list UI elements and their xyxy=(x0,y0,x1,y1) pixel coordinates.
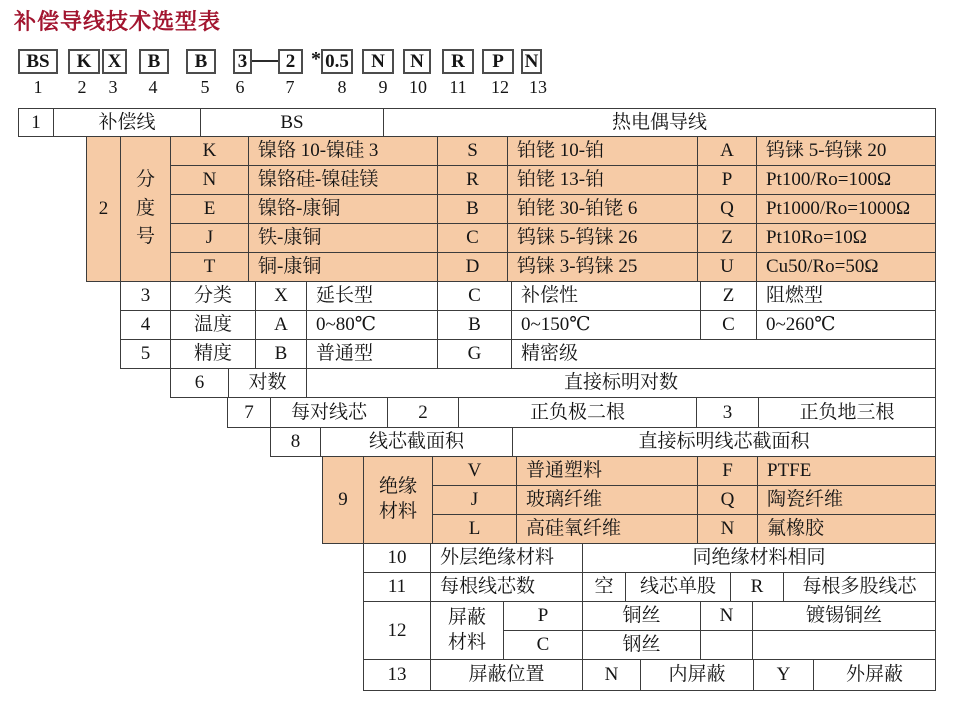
category-label-cell: 外层绝缘材料 xyxy=(431,544,583,573)
description-cell: 高硅氧纤维 xyxy=(517,515,698,544)
description-cell: 0~150℃ xyxy=(512,311,701,340)
description-cell: 钢丝 xyxy=(583,631,701,660)
row-number-cell: 4 xyxy=(121,311,171,340)
code-letter-cell: V xyxy=(433,457,517,486)
row-number-cell: 9 xyxy=(323,457,364,544)
code-letter-cell: C xyxy=(438,224,508,253)
row-number-cell: 10 xyxy=(364,544,431,573)
code-letter-cell: B xyxy=(438,195,508,224)
code-box-label: B xyxy=(147,50,161,72)
description-cell: 直接标明线芯截面积 xyxy=(513,428,936,457)
description-cell: Pt100/Ro=100Ω xyxy=(757,166,936,195)
description-cell: 同绝缘材料相同 xyxy=(583,544,936,573)
description-cell: 0~260℃ xyxy=(757,311,936,340)
description-cell: 热电偶导线 xyxy=(384,109,936,137)
table-row xyxy=(171,166,936,195)
code-box-label: N xyxy=(410,50,424,72)
page-title: 补偿导线技术选型表 xyxy=(14,9,222,34)
code-dash xyxy=(252,60,278,62)
code-box-10 xyxy=(403,49,431,74)
description-cell: PTFE xyxy=(758,457,936,486)
code-box-label: BS xyxy=(26,50,50,72)
code-letter-cell: P xyxy=(504,602,583,631)
code-box-label: 3 xyxy=(237,50,248,72)
code-box-3 xyxy=(102,49,127,74)
code-letter-cell: Z xyxy=(701,282,757,311)
description-cell: 每根多股线芯 xyxy=(784,573,936,602)
description-cell: 外屏蔽 xyxy=(814,660,936,691)
row-number-cell: 2 xyxy=(87,137,121,282)
code-letter-cell: 空 xyxy=(583,573,626,602)
description-cell: 普通型 xyxy=(307,340,438,369)
position-number: 12 xyxy=(491,77,509,97)
table-band-2 xyxy=(86,137,936,282)
code-letter-cell: C xyxy=(438,282,512,311)
description-cell: 正负极二根 xyxy=(459,398,697,428)
code-box-label: 2 xyxy=(285,50,296,72)
row-number-cell: 12 xyxy=(364,602,431,660)
table-row xyxy=(121,282,936,311)
description-cell: 铂铑 13-铂 xyxy=(508,166,698,195)
description-cell: 阻燃型 xyxy=(757,282,936,311)
description-cell: 铜丝 xyxy=(583,602,701,631)
code-letter-cell: P xyxy=(698,166,757,195)
table-row xyxy=(504,602,936,631)
code-box-label: N xyxy=(371,50,385,72)
category-label-cell: 线芯截面积 xyxy=(321,428,513,457)
code-letter-cell: 2 xyxy=(388,398,459,428)
table-row xyxy=(121,340,936,369)
code-letter-cell: Q xyxy=(698,195,757,224)
position-number: 2 xyxy=(77,77,87,97)
description-cell: 镍铬-康铜 xyxy=(249,195,438,224)
table-band-8-row10 xyxy=(363,544,936,573)
position-number: 1 xyxy=(33,77,43,97)
description-cell: 补偿性 xyxy=(512,282,701,311)
description-cell: 陶瓷纤维 xyxy=(758,486,936,515)
table-band-8-row13 xyxy=(363,660,936,691)
description-cell: 正负地三根 xyxy=(759,398,936,428)
category-label-cell xyxy=(121,137,171,282)
table-band-1 xyxy=(18,108,936,137)
code-box-13 xyxy=(521,49,542,74)
category-label-cell: 精度 xyxy=(171,340,256,369)
category-label-cell xyxy=(364,457,433,544)
description-cell: 铂铑 10-铂 xyxy=(508,137,698,166)
table-row xyxy=(171,137,936,166)
description-cell: 普通塑料 xyxy=(517,457,698,486)
vertical-label: 分度号 xyxy=(135,169,155,248)
description-cell: 0~80℃ xyxy=(307,311,438,340)
position-number: 5 xyxy=(200,77,210,97)
code-star: * xyxy=(311,48,321,70)
code-box-9 xyxy=(362,49,394,74)
description-cell: 镍铬 10-镍硅 3 xyxy=(249,137,438,166)
category-label-cell: 补偿线 xyxy=(54,109,201,137)
code-box-label: N xyxy=(524,50,539,72)
two-line-label: 绝缘材料 xyxy=(378,476,417,522)
category-label-cell: 对数 xyxy=(229,369,307,398)
description-cell: 镍铬硅-镍硅镁 xyxy=(249,166,438,195)
code-box-8 xyxy=(321,49,353,74)
code-letter-cell: N xyxy=(583,660,641,691)
row-number-cell: 5 xyxy=(121,340,171,369)
code-letter-cell: N xyxy=(171,166,249,195)
code-letter-cell: C xyxy=(701,311,757,340)
description-cell: 钨铼 5-钨铼 20 xyxy=(757,137,936,166)
category-label-cell: 温度 xyxy=(171,311,256,340)
table-band-8-row11 xyxy=(363,573,936,602)
code-letter-cell: N xyxy=(701,602,753,631)
table-row xyxy=(171,253,936,282)
description-cell: Cu50/Ro=50Ω xyxy=(757,253,936,282)
description-cell: 钨铼 3-钨铼 25 xyxy=(508,253,698,282)
table-band-6 xyxy=(270,428,936,457)
row-number-cell: 1 xyxy=(19,109,54,137)
description-cell: 玻璃纤维 xyxy=(517,486,698,515)
row-number-cell: 3 xyxy=(121,282,171,311)
code-letter-cell: 3 xyxy=(697,398,759,428)
code-letter-cell: A xyxy=(698,137,757,166)
code-letter-cell: J xyxy=(433,486,517,515)
table-row xyxy=(433,457,936,486)
table-row xyxy=(171,224,936,253)
code-box-7 xyxy=(278,49,303,74)
table-row xyxy=(433,515,936,544)
description-cell: 内屏蔽 xyxy=(641,660,754,691)
code-letter-cell: N xyxy=(698,515,758,544)
category-label-cell: 每对线芯 xyxy=(271,398,388,428)
category-label-cell: 分类 xyxy=(171,282,256,311)
row-number-cell: 6 xyxy=(171,369,229,398)
table-band-4 xyxy=(170,369,936,398)
code-box-5 xyxy=(186,49,216,74)
code-box-1 xyxy=(18,49,58,74)
code-letter-cell: K xyxy=(171,137,249,166)
table-row xyxy=(121,311,936,340)
code-letter-cell: F xyxy=(698,457,758,486)
description-cell: 铂铑 30-铂铑 6 xyxy=(508,195,698,224)
code-letter-cell: U xyxy=(698,253,757,282)
table-band-3 xyxy=(120,282,936,369)
position-number: 8 xyxy=(337,77,347,97)
code-letter-cell: Y xyxy=(754,660,814,691)
code-letter-cell: A xyxy=(256,311,307,340)
position-number: 13 xyxy=(529,77,547,97)
position-number: 4 xyxy=(148,77,158,97)
code-box-11 xyxy=(442,49,474,74)
code-box-2 xyxy=(68,49,100,74)
code-box-label: R xyxy=(451,50,465,72)
table-band-8-row12 xyxy=(363,602,936,660)
position-number: 6 xyxy=(235,77,245,97)
description-cell: Pt1000/Ro=1000Ω xyxy=(757,195,936,224)
code-letter-cell: C xyxy=(504,631,583,660)
code-letter-cell: X xyxy=(256,282,307,311)
description-cell: 线芯单股 xyxy=(626,573,731,602)
description-cell: 钨铼 5-钨铼 26 xyxy=(508,224,698,253)
description-cell: 直接标明对数 xyxy=(307,369,936,398)
description-cell: 精密级 xyxy=(512,340,936,369)
description-cell: 延长型 xyxy=(307,282,438,311)
row-number-cell: 7 xyxy=(228,398,271,428)
position-number: 11 xyxy=(449,77,467,97)
table-row xyxy=(171,195,936,224)
position-number: 3 xyxy=(108,77,118,97)
code-box-12 xyxy=(482,49,514,74)
code-letter-cell xyxy=(701,631,753,660)
code-letter-cell: B xyxy=(438,311,512,340)
description-cell xyxy=(753,631,936,660)
row-number-cell: 13 xyxy=(364,660,431,691)
description-cell: 铜-康铜 xyxy=(249,253,438,282)
table-band-7 xyxy=(322,457,936,544)
position-number: 10 xyxy=(409,77,427,97)
code-box-label: K xyxy=(76,50,92,72)
code-letter-cell: L xyxy=(433,515,517,544)
row-number-cell: 8 xyxy=(271,428,321,457)
code-letter-cell: S xyxy=(438,137,508,166)
code-letter-cell: R xyxy=(731,573,784,602)
position-number: 7 xyxy=(285,77,295,97)
code-box-4 xyxy=(139,49,169,74)
code-box-label: 0.5 xyxy=(325,50,349,72)
two-line-label: 屏蔽材料 xyxy=(447,606,486,653)
code-box-label: B xyxy=(194,50,208,72)
description-cell: 镀锡铜丝 xyxy=(753,602,936,631)
code-letter-cell: T xyxy=(171,253,249,282)
code-letter-cell: J xyxy=(171,224,249,253)
code-letter-cell: B xyxy=(256,340,307,369)
code-letter-cell: R xyxy=(438,166,508,195)
code-letter-cell: D xyxy=(438,253,508,282)
table-band-5 xyxy=(227,398,936,428)
code-box-label: P xyxy=(492,50,504,72)
code-letter-cell: G xyxy=(438,340,512,369)
description-cell: Pt10Ro=10Ω xyxy=(757,224,936,253)
category-label-cell: 每根线芯数 xyxy=(431,573,583,602)
code-letter-cell: Z xyxy=(698,224,757,253)
position-number: 9 xyxy=(378,77,388,97)
code-box-label: X xyxy=(107,50,122,72)
description-cell: 氟橡胶 xyxy=(758,515,936,544)
description-cell: 铁-康铜 xyxy=(249,224,438,253)
table-row xyxy=(504,631,936,660)
code-letter-cell: E xyxy=(171,195,249,224)
category-label-cell: 屏蔽位置 xyxy=(431,660,583,691)
code-letter-cell: Q xyxy=(698,486,758,515)
table-row xyxy=(433,486,936,515)
row-number-cell: 11 xyxy=(364,573,431,602)
code-box-6 xyxy=(233,49,252,74)
category-label-cell xyxy=(431,602,504,660)
code-cell: BS xyxy=(201,109,384,137)
